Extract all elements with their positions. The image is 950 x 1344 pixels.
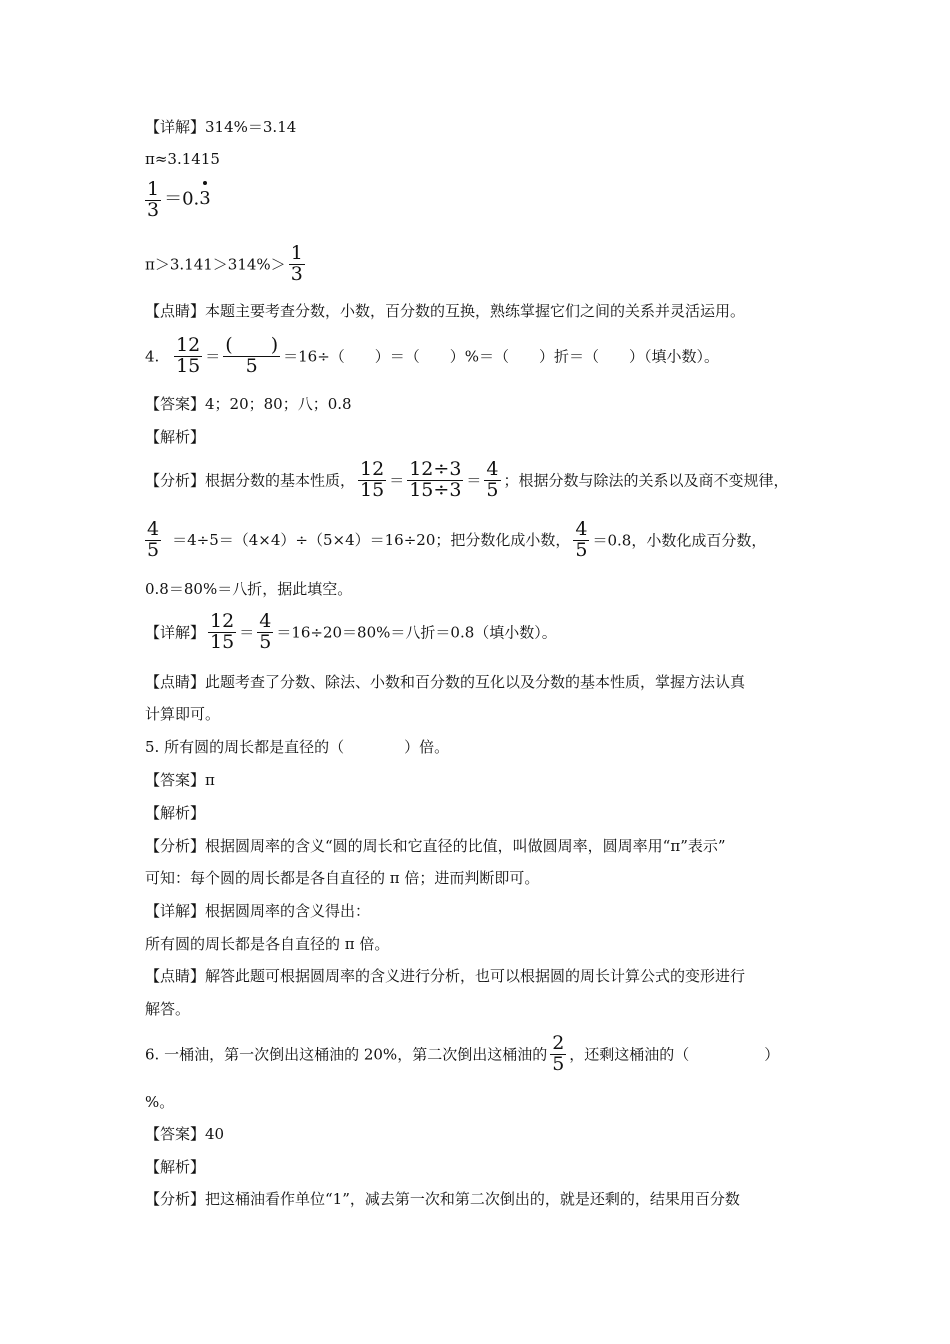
fraction [145,180,161,221]
analysis-text: ＝4÷5＝（4×4）÷（5×4）＝16÷20；把分数化成小数， [172,531,571,550]
fraction-blank [223,336,280,377]
question-5: 5. 所有圆的周长都是直径的（ ）倍。 [145,738,450,756]
text-line: 解答。 [145,1000,191,1018]
numerator: 4 [575,518,588,540]
fraction [289,244,305,285]
equation-text: π＞3.141＞314%＞ [145,255,286,274]
text-line: 【答案】40 [145,1125,225,1143]
fraction [484,460,500,501]
denominator: 5 [552,1052,565,1075]
text-line: 【详解】314%＝3.14 [145,118,297,136]
analysis-text: 【分析】根据分数的基本性质， [145,471,356,490]
numerator: 1 [147,178,160,200]
text-line: 【详解】根据圆周率的含义得出： [145,902,371,920]
equation-text: ＝ [466,471,482,490]
question-number: 4. [145,347,160,366]
text-line: 【点睛】此题考查了分数、除法、小数和百分数的互化以及分数的基本性质，掌握方法认真 [145,673,746,691]
fraction [358,460,386,501]
fraction-line [145,520,766,561]
fraction [145,520,161,561]
text-line: 可知：每个圆的周长都是各自直径的 π 倍；进而判断即可。 [145,869,540,887]
fraction-line [145,180,211,221]
numerator: 12 [210,610,235,632]
denominator: 5 [245,354,258,377]
denominator: 5 [486,478,499,501]
text-line: 【分析】根据圆周率的含义“圆的周长和它直径的比值，叫做圆周率，圆周率用“π”表示” [145,837,726,855]
numerator: 4 [259,610,272,632]
fraction [257,612,273,653]
text-line: 【解析】 [145,1158,206,1176]
text-line: 【点睛】本题主要考查分数，小数，百分数的互换，熟练掌握它们之间的关系并灵活运用。 [145,302,746,320]
numerator: 12÷3 [409,458,462,480]
fraction [573,520,589,561]
equation-text: ＝ [239,623,255,642]
fraction [174,336,202,377]
denominator: 5 [147,538,160,561]
denominator: 5 [259,630,272,653]
question-4 [145,336,719,377]
text-line: 【答案】4；20；80；八；0.8 [145,395,352,413]
numerator: 4 [147,518,160,540]
repeating-digit: 3 [199,188,211,210]
fraction-line [145,460,789,501]
analysis-text: ；根据分数与除法的关系以及商不变规律， [503,471,789,490]
question-text: ＝16÷（ ）＝（ ）%＝（ ）折＝（ ）（填小数）。 [283,347,720,366]
analysis-text: ＝0.8，小数化成百分数， [592,531,767,550]
text-line: %。 [145,1093,175,1111]
fraction-line [145,612,557,653]
denominator: 15 [360,478,385,501]
equation-text: ＝ [205,347,221,366]
numerator: 1 [290,242,303,264]
fraction [550,1034,566,1075]
text-line: 【解析】 [145,804,206,822]
text-line: 【答案】π [145,771,215,789]
question-6 [145,1034,779,1075]
text-line: 0.8＝80%＝八折，据此填空。 [145,580,353,598]
numerator: 4 [486,458,499,480]
numerator: 12 [360,458,385,480]
denominator: 15 [176,354,201,377]
detail-label: 【详解】 [145,623,206,642]
question-text: ，还剩这桶油的（ ） [569,1045,780,1064]
equation-text: ＝0. [164,188,200,210]
text-line: 计算即可。 [145,705,221,723]
text-line: 【分析】把这桶油看作单位“1”，减去第一次和第二次倒出的，就是还剩的，结果用百分数 [145,1190,740,1208]
text-line: 所有圆的周长都是各自直径的 π 倍。 [145,935,390,953]
denominator: 3 [290,262,303,285]
text-line: 【解析】 [145,428,206,446]
detail-text: ＝16÷20＝80%＝八折＝0.8（填小数）。 [276,623,557,642]
fraction-line [145,244,308,285]
fraction [208,612,236,653]
denominator: 3 [147,198,160,221]
question-text: 6. 一桶油，第一次倒出这桶油的 20%，第二次倒出这桶油的 [145,1045,548,1064]
text-line: π≈3.1415 [145,150,220,168]
text-line: 【点睛】解答此题可根据圆周率的含义进行分析，也可以根据圆的周长计算公式的变形进行 [145,967,746,985]
numerator: 12 [176,334,201,356]
denominator: 15÷3 [409,478,462,501]
equation-text: ＝ [389,471,405,490]
denominator: 15 [210,630,235,653]
numerator: ( ) [225,334,279,356]
denominator: 5 [575,538,588,561]
fraction [407,460,463,501]
numerator: 2 [552,1032,565,1054]
